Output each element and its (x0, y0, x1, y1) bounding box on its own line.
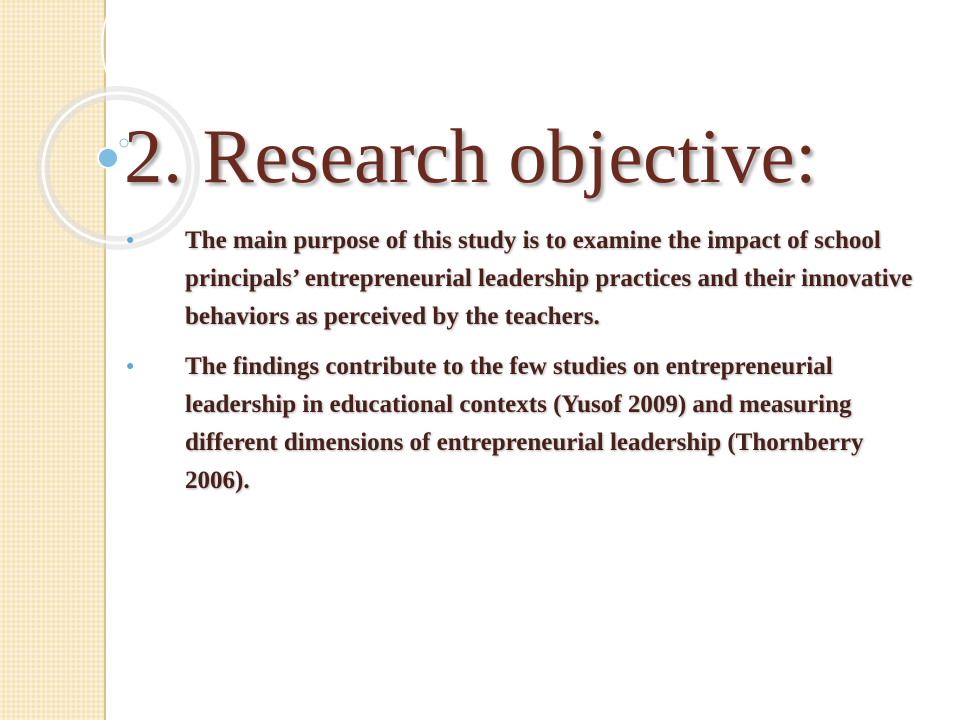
bullet-list (124, 222, 924, 512)
slide-title: 2. Research objective: (124, 113, 818, 199)
bullet-dot-icon: ● (126, 233, 135, 248)
bullet-item-purpose (124, 222, 924, 336)
bullet-text: The findings contribute to the few studies on entrepreneurial leadership in educational contexts (Yusof 2009) and measuring different dimensions of entrepreneurial leadership (Thornberry 2006). (185, 353, 864, 494)
bullet-text: The main purpose of this study is to examine the impact of school principals’ entrepreneurial leadership practices and their innovative behaviors as perceived by the teachers. (185, 227, 913, 330)
bullet-dot-icon: ● (126, 359, 135, 374)
bullet-item-findings (124, 348, 924, 500)
blue-bubble-icon (98, 148, 118, 168)
